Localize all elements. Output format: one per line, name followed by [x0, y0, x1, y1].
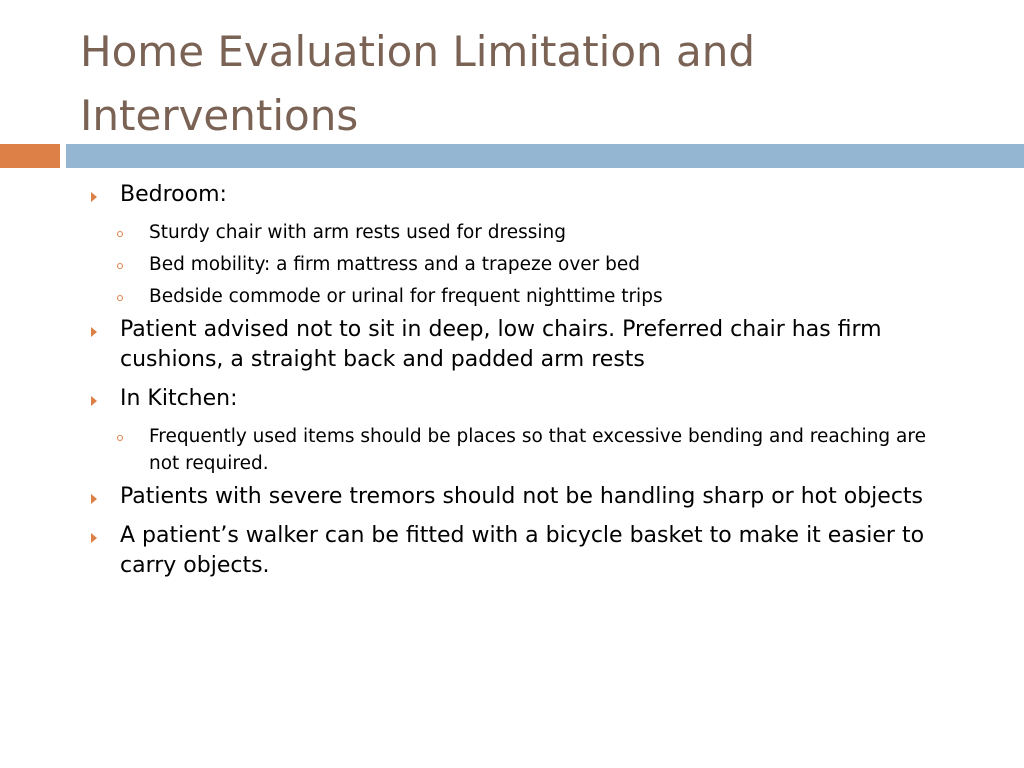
bullet-text: Bedroom: [120, 182, 227, 207]
triangle-bullet-icon [91, 396, 97, 406]
bullet-tremors [86, 482, 946, 512]
bullet-kitchen [86, 384, 946, 414]
sub-bullet [86, 423, 946, 477]
circle-bullet-icon [117, 435, 123, 441]
sub-bullet-text: Bedside commode or urinal for frequent nighttime trips [149, 286, 663, 307]
triangle-bullet-icon [91, 192, 97, 202]
circle-bullet-icon [117, 231, 123, 237]
bullet-walker [86, 521, 946, 581]
circle-bullet-icon [117, 263, 123, 269]
slide-body [86, 180, 946, 590]
accent-band-blue [66, 144, 1024, 168]
sub-bullet [86, 219, 946, 246]
accent-band-orange [0, 144, 60, 168]
slide-title: Home Evaluation Limitation and Interventions [80, 27, 756, 140]
circle-bullet-icon [117, 295, 123, 301]
sub-bullet-text: Bed mobility: a firm mattress and a trapeze over bed [149, 254, 641, 275]
bullet-text: A patient’s walker can be fitted with a bicycle basket to make it easier to carry objects. [120, 523, 925, 578]
sub-bullet-text: Sturdy chair with arm rests used for dressing [149, 222, 566, 243]
kitchen-sublist [86, 423, 946, 477]
sub-bullet-text: Frequently used items should be places so that excessive bending and reaching are not required. [149, 426, 926, 474]
triangle-bullet-icon [91, 533, 97, 543]
bedroom-sublist [86, 219, 946, 310]
bullet-bedroom [86, 180, 946, 210]
bullet-text: In Kitchen: [120, 386, 238, 411]
sub-bullet [86, 251, 946, 278]
triangle-bullet-icon [91, 327, 97, 337]
bullet-text: Patient advised not to sit in deep, low chairs. Preferred chair has firm cushions, a straight back and padded arm rests [120, 317, 882, 372]
bullet-chairs [86, 315, 946, 375]
sub-bullet [86, 283, 946, 310]
triangle-bullet-icon [91, 494, 97, 504]
bullet-text: Patients with severe tremors should not be handling sharp or hot objects [120, 484, 923, 509]
